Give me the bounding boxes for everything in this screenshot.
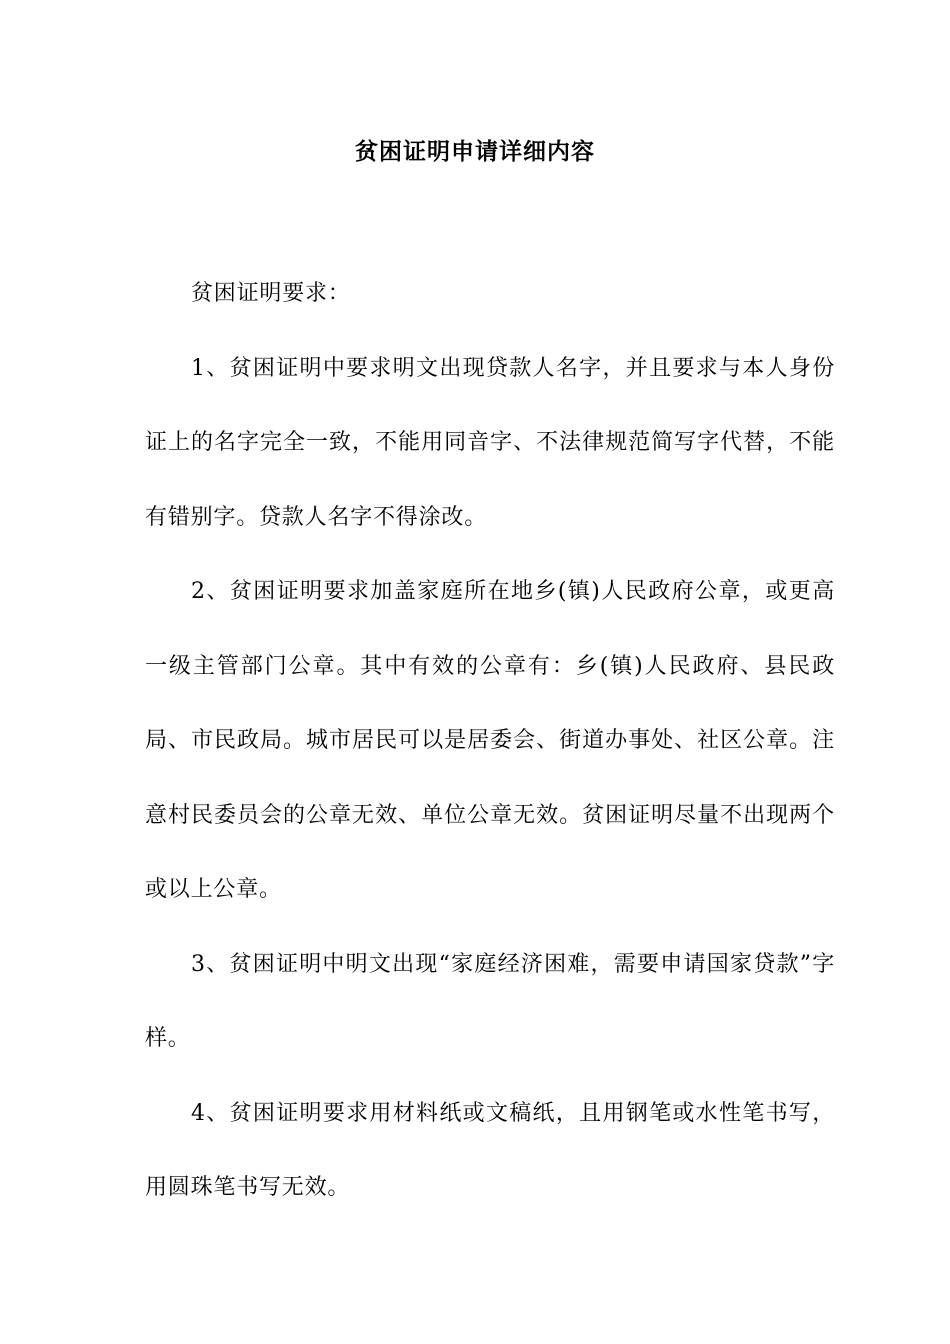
- paragraph-requirement-1: 1、贫困证明中要求明文出现贷款人名字，并且要求与本人身份证上的名字完全一致，不能用同音字、不法律规范简写字代替，不能有错别字。贷款人名字不得涂改。: [145, 355, 835, 530]
- document-title: 贫困证明申请详细内容: [355, 138, 595, 165]
- paragraph-requirement-3: 3、贫困证明中明文出现“家庭经济困难，需要申请国家贷款”字样。: [145, 951, 835, 1051]
- paragraph-requirement-2: 2、贫困证明要求加盖家庭所在地乡(镇)人民政府公章，或更高一级主管部门公章。其中有效的公章有：乡(镇)人民政府、县民政局、市民政局。城市居民可以是居委会、街道办事处、社区公章。注意村民委员会的公章无效、单位公章无效。贫困证明尽量不出现两个或以上公章。: [145, 579, 835, 902]
- paragraph-requirements-heading: 贫困证明要求：: [191, 281, 351, 306]
- paragraph-requirement-4: 4、贫困证明要求用材料纸或文稿纸，且用钢笔或水性笔书写，用圆珠笔书写无效。: [145, 1100, 835, 1200]
- document-body: [145, 257, 835, 1226]
